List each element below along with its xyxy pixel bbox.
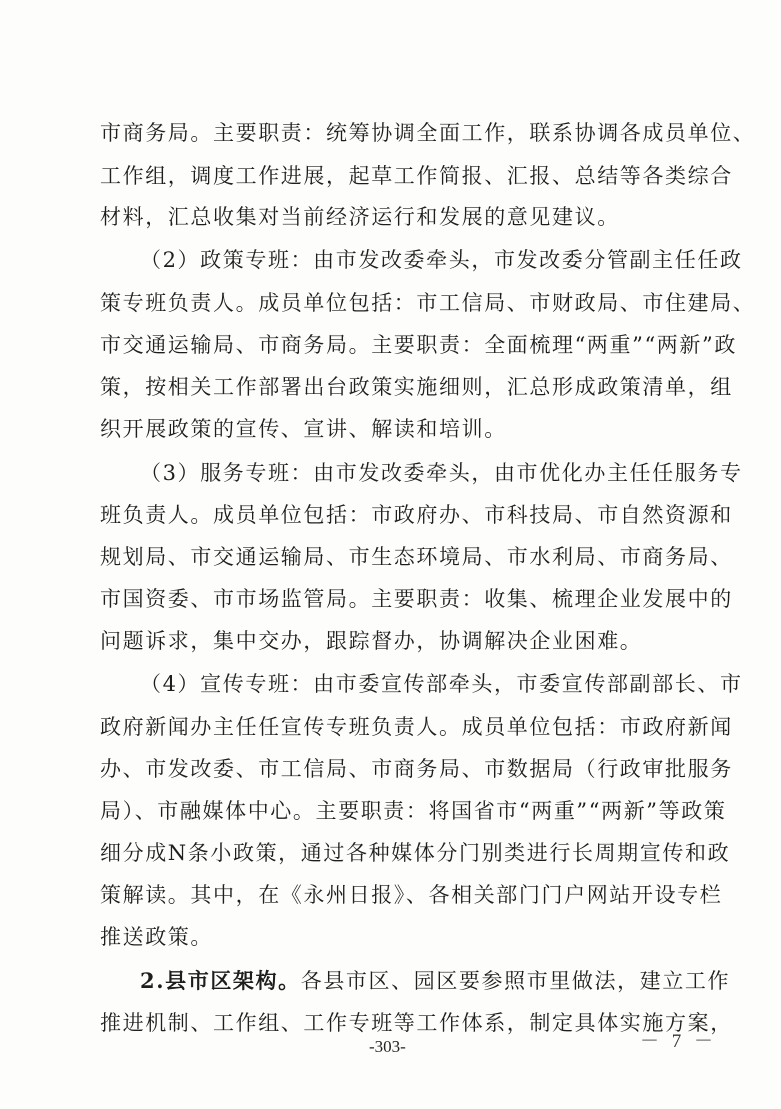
- text-line-18: 细分成N条小政策，通过各种媒体分门别类进行长周期宣传和政: [100, 841, 731, 865]
- text-line-17: 局）、市融媒体中心。主要职责：将国省市“两重”“两新”等政策: [100, 799, 727, 823]
- text-line-4: （2）政策专班：由市发改委牵头，市发改委分管副主任任政: [140, 248, 743, 272]
- text-line-1: 市商务局。主要职责：统筹协调全面工作，联系协调各成员单位、: [100, 121, 756, 145]
- page-number-center: -303-: [369, 1037, 406, 1056]
- text-line-13: 问题诉求，集中交办，跟踪督办，协调解决企业困难。: [100, 629, 643, 653]
- text-line-16: 办、市发改委、市工信局、市商务局、市数据局（行政审批服务: [100, 757, 733, 781]
- text-line-3: 材料，汇总收集对当前经济运行和发展的意见建议。: [100, 205, 620, 229]
- text-line-15: 政府新闻办主任任宣传专班负责人。成员单位包括：市政府新闻: [100, 715, 733, 739]
- text-line-11: 规划局、市交通运输局、市生态环境局、市水利局、市商务局、: [100, 545, 733, 569]
- text-line-10: 班负责人。成员单位包括：市政府办、市科技局、市自然资源和: [100, 503, 733, 527]
- text-line-22: 推进机制、工作组、工作专班等工作体系，制定具体实施方案，: [100, 1011, 733, 1035]
- text-line-2: 工作组，调度工作进展，起草工作简报、汇报、总结等各类综合: [100, 164, 733, 188]
- page-number-right: － 7 －: [640, 1031, 718, 1052]
- text-line-8: 织开展政策的宣传、宣讲、解读和培训。: [100, 417, 507, 441]
- text-line-12: 市国资委、市市场监管局。主要职责：收集、梳理企业发展中的: [100, 587, 733, 611]
- text-line-5: 策专班负责人。成员单位包括：市工信局、市财政局、市住建局、: [100, 291, 756, 315]
- text-line-19: 策解读。其中，在《永州日报》、各相关部门门户网站开设专栏: [100, 883, 723, 907]
- text-line-6: 市交通运输局、市商务局。主要职责：全面梳理“两重”“两新”政: [100, 333, 737, 357]
- text-line-7: 策，按相关工作部署出台政策实施细则，汇总形成政策清单，组: [100, 375, 733, 399]
- text-line-14: （4）宣传专班：由市委宣传部牵头，市委宣传部副部长、市: [140, 672, 743, 696]
- text-line-9: （3）服务专班：由市发改委牵头，由市优化办主任任服务专: [140, 461, 743, 485]
- text-line-21: [140, 969, 730, 993]
- section-text: 各县市区、园区要参照市里做法，建立工作: [300, 969, 731, 993]
- section-heading: 2.县市区架构。: [140, 968, 301, 993]
- text-line-20: 推送政策。: [100, 925, 213, 949]
